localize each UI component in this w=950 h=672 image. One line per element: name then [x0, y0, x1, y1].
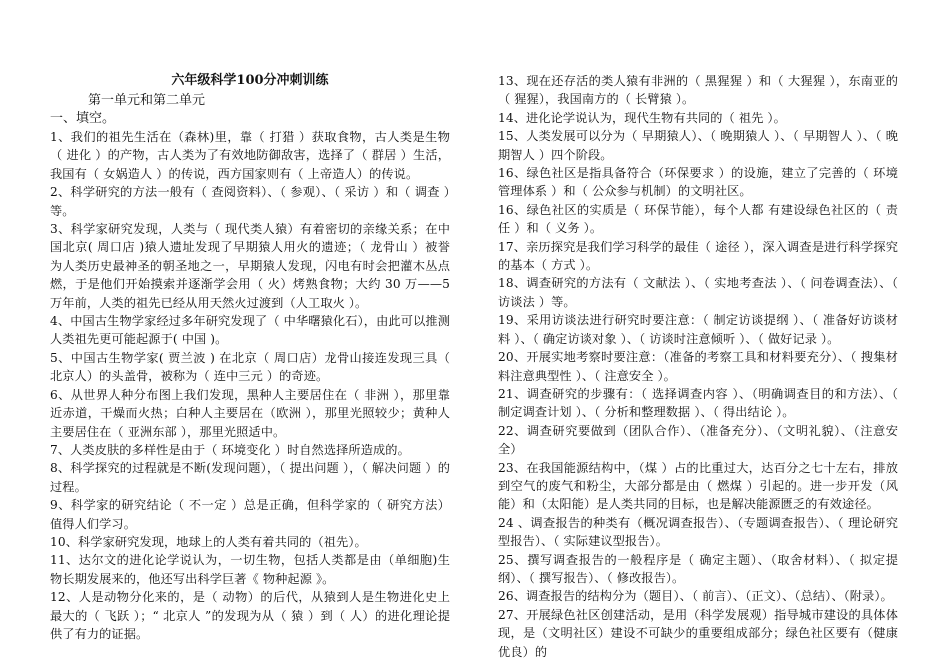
question-item: 27、开展绿色社区创建活动，是用（科学发展观）指导城市建设的具体体现，是（文明社区）建设不可缺少的重要组成部分；绿色社区要有（健康优良）的: [498, 607, 898, 659]
question-item: 15、人类发展可以分为（ 早期猿人）、（ 晚期猿人 ）、（ 早期智人 ）、（ 晚期智人 ）四个阶段。: [498, 129, 898, 162]
unit-subtitle: 第一单元和第二单元: [88, 93, 206, 108]
question-item: 17、亲历探究是我们学习科学的最佳（ 途径 ），深入调查是进行科学探究的基本（ 方式 ）。: [498, 239, 898, 273]
question-item: 13、现在还存活的类人猿有非洲的（ 黑猩猩 ）和（ 大猩猩 ），东南亚的（ 猩猩），我国南方的（ 长臂猿 ）。: [498, 74, 898, 107]
question-item: 4、中国古生物学家经过多年研究发现了（ 中华曙猿化石），由此可以推测人类祖先更可能起源于( 中国 )。: [50, 314, 450, 347]
question-item: 23、在我国能源结构中，（煤 ）占的比重过大，达百分之七十左右，排放到空气的废气和粉尘，大部分都是由（ 燃煤 ）引起的。进一步开发（风能）和（太阳能）是人类共同的目标，也是解决能源匮乏的有效途径。: [498, 460, 898, 512]
question-item: 22、调查研究要做到（团队合作）、（准备充分）、（文明礼貌）、（注意安全）: [498, 423, 898, 457]
question-item: 8、科学探究的过程就是不断(发现问题），（ 提出问题 ），（ 解决问题 ）的过程。: [50, 461, 450, 494]
question-item: 10、科学家研究发现，地球上的人类有着共同的（祖先）。: [50, 534, 367, 549]
question-item: 24 、调查报告的种类有（概况调查报告）、（专题调查报告）、（ 理论研究型报告）、（ 实际建议型报告）。: [498, 515, 898, 549]
question-item: 9、科学家的研究结论（ 不一定 ）总是正确，但科学家的（ 研究方法）值得人们学习。: [50, 498, 450, 531]
question-item: 5、中国古生物学家( 贾兰波 ) 在北京（ 周口店）龙骨山接连发现三具（ 北京人）的头盖骨，被称为（ 连中三元 ）的奇迹。: [50, 350, 450, 384]
question-item: 12、人是动物分化来的，是（ 动物）的后代，从猿到人是生物进化史上最大的（ 飞跃 ）；“ 北京人 ”的发现为从（ 猿 ）到（ 人）的进化理论提供了有力的证据。: [50, 590, 450, 641]
question-item: 3、科学家研究发现，人类与（ 现代类人猿）有着密切的亲缘关系；在中国北京( 周口店 )猿人遗址发现了早期猿人用火的遗迹；（ 龙骨山 ）被誉 为人类历史最神圣的朝圣地之一，早期猿人发现，闪电有时会把灌木丛点燃，于是他们开始摸索并逐渐学会用（ 火）烤熟食物；大约 30 万——5 万年前，人类的祖先已经从用天然火过渡到（人工取火 ）。: [50, 222, 450, 310]
question-item: 6、从世界人种分布图上我们发现，黑种人主要居住在（ 非洲 ），那里靠近赤道，干燥而火热；白种人主要居在（欧洲 ），那里光照较少；黄种人主要居住在（ 亚洲东部 ），那里光照适中。: [50, 387, 450, 439]
question-item: 14、进化论学说认为，现代生物有共同的（ 祖先 ）。: [498, 110, 786, 125]
question-item: 16、绿色社区是指具备符合（环保要求 ）的设施，建立了完善的（ 环境管理体系 ）和（ 公众参与机制）的文明社区。: [498, 166, 898, 199]
question-item: 26、调查报告的结构分为（题目）、（ 前言）、（正文）、（总结）、（附录）。: [498, 589, 893, 604]
right-column: [498, 72, 898, 661]
question-item: 7、人类皮肤的多样性是由于（ 环境变化 ）时自然选择所造成的。: [50, 442, 410, 457]
question-item: 1、我们的祖先生活在（森林)里，靠（ 打猎 ）获取食物，古人类是生物（ 进化 ）的产物，古人类为了有效地防御敌害，选择了（ 群居 ）生活，我国有（ 女娲造人 ）的传说，西方国家则有（ 上帝造人）的传说。: [50, 130, 450, 181]
question-item: 2、科学研究的方法一般有（ 查阅资料）、（ 参观）、（ 采访 ）和（ 调查 ）等。: [50, 185, 450, 218]
question-item: 25、撰写调查报告的一般程序是（ 确定主题）、（取舍材料）、（ 拟定提纲）、（ 撰写报告）、（ 修改报告）。: [498, 552, 898, 585]
question-item: 11、达尔文的进化论学说认为，一切生物，包括人类都是由（单细胞)生物长期发展来的，他还写出科学巨著《 物种起源 》。: [50, 553, 450, 586]
question-item: 20、开展实地考察时要注意：（准备的考察工具和材料要充分）、（ 搜集材料注意典型性 ）、（ 注意安全 ）。: [498, 350, 898, 383]
question-item: 18、调查研究的方法有（ 文献法 ）、（ 实地考查法 ）、（ 问卷调查法）、（ 访谈法 ）等。: [498, 276, 898, 309]
question-item: 21、调查研究的步骤有：（ 选择调查内容 ）、（明确调查目的和方法）、（ 制定调查计划 ）、（ 分析和整理数据 ）、（ 得出结论 ）。: [498, 386, 898, 420]
section-heading: 一、填空。: [50, 111, 116, 126]
question-item: 19、采用访谈法进行研究时要注意：（ 制定访谈提纲 ）、（ 准备好访谈材料 ）、（ 确定访谈对象 ）、（ 访谈时注意倾听 ）、（ 做好记录 ）。: [498, 313, 898, 346]
question-item: 16、绿色社区的实质是（ 环保节能），每个人都 有建设绿色社区的（ 责任 ）和（ 义务 ）。: [498, 202, 898, 236]
document-title: 六年级科学100分冲刺训练: [171, 73, 329, 88]
left-column: [50, 72, 450, 643]
